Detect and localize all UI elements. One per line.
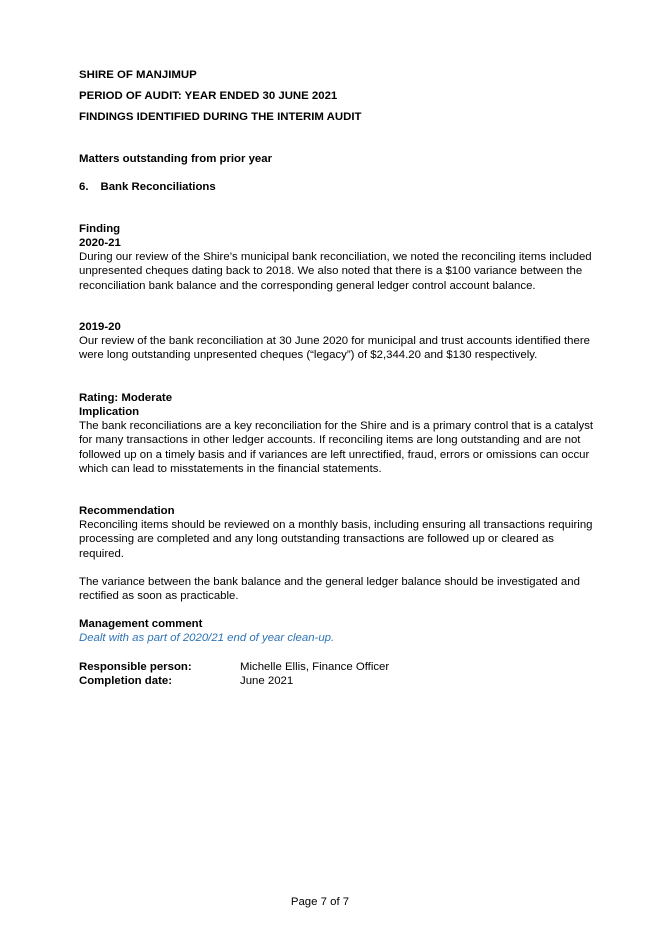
- page-number: Page 7 of 7: [290, 896, 350, 908]
- recommendation-text-2: The variance between the bank balance and the general ledger balance should be investigated and rectified as soon as practicable.: [79, 576, 580, 603]
- completion-value: June 2021: [240, 675, 294, 687]
- management-heading: Management comment: [79, 618, 203, 630]
- outstanding-heading: Matters outstanding from prior year: [79, 153, 273, 165]
- finding-2020-label: 2019-20: [79, 321, 121, 333]
- responsible-label: Responsible person:: [79, 661, 192, 673]
- recommendation-heading: Recommendation: [79, 505, 175, 517]
- item-heading: [79, 180, 599, 194]
- management-comment: Dealt with as part of 2020/21 end of year clean-up.: [79, 632, 335, 644]
- finding-2021-label: 2020-21: [79, 237, 121, 249]
- findings-title: FINDINGS IDENTIFIED DURING THE INTERIM AUDIT: [79, 111, 362, 123]
- audit-period: PERIOD OF AUDIT: YEAR ENDED 30 JUNE 2021: [79, 90, 338, 102]
- responsible-value: Michelle Ellis, Finance Officer: [240, 661, 390, 673]
- finding-heading: Finding: [79, 223, 121, 235]
- org-title: SHIRE OF MANJIMUP: [79, 69, 197, 81]
- item-number: 6.: [79, 181, 89, 193]
- item-title: Bank Reconciliations: [100, 181, 216, 193]
- finding-2021-text: During our review of the Shire’s municipal bank reconciliation, we noted the reconciling items included unpresented cheques dating back to 2018. We also noted that there is a $100 variance between the reconciliation bank balance and the corresponding general ledger control account balance.: [79, 251, 592, 292]
- implication-text: The bank reconciliations are a key reconciliation for the Shire and is a primary control that is a catalyst for many transactions in other ledger accounts. If reconciling items are long outstanding and are not followed up on a timely basis and if variances are left unrectified, fraud, errors or omissions can occur which can lead to misstatements in the financial statements.: [79, 420, 594, 475]
- recommendation-text-1: Reconciling items should be reviewed on a monthly basis, including ensuring all transactions requiring processing are completed and any long outstanding transactions are followed up or cleared as required.: [79, 519, 593, 560]
- completion-label: Completion date:: [79, 675, 173, 687]
- finding-2020-text: Our review of the bank reconciliation at 30 June 2020 for municipal and trust accounts identified there were long outstanding unpresented cheques (“legacy”) of $2,344.20 and $130 respectively.: [79, 335, 590, 362]
- implication-heading: Implication: [79, 406, 140, 418]
- rating-label: Rating: Moderate: [79, 392, 173, 404]
